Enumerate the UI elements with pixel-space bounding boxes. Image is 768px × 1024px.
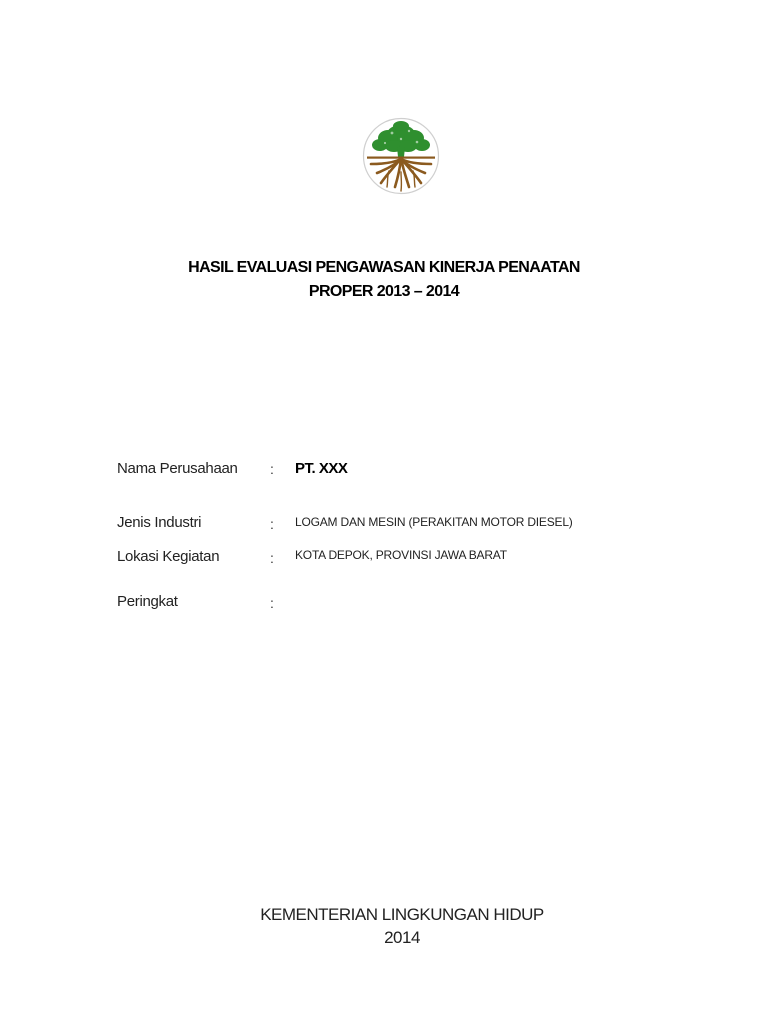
tree-roots-logo-icon <box>361 117 441 195</box>
company-name-value: PT. XXX <box>295 460 348 477</box>
ministry-name: KEMENTERIAN LINGKUNGAN HIDUP <box>260 905 544 924</box>
document-title-line1: HASIL EVALUASI PENGAWASAN KINERJA PENAATAN <box>188 259 580 276</box>
company-name-colon: : <box>270 461 274 477</box>
rating-colon: : <box>270 595 274 611</box>
rating-label: Peringkat <box>117 593 178 610</box>
document-title-line2: PROPER 2013 – 2014 <box>308 283 460 300</box>
industry-type-label: Jenis Industri <box>117 514 202 531</box>
activity-location-value: KOTA DEPOK, PROVINSI JAWA BARAT <box>295 548 507 562</box>
activity-location-label: Lokasi Kegiatan <box>117 548 220 565</box>
document-year: 2014 <box>384 928 420 947</box>
company-name-label: Nama Perusahaan <box>117 460 238 477</box>
activity-location-colon: : <box>270 550 274 566</box>
industry-type-colon: : <box>270 516 274 532</box>
industry-type-value: LOGAM DAN MESIN (PERAKITAN MOTOR DIESEL) <box>295 515 573 529</box>
